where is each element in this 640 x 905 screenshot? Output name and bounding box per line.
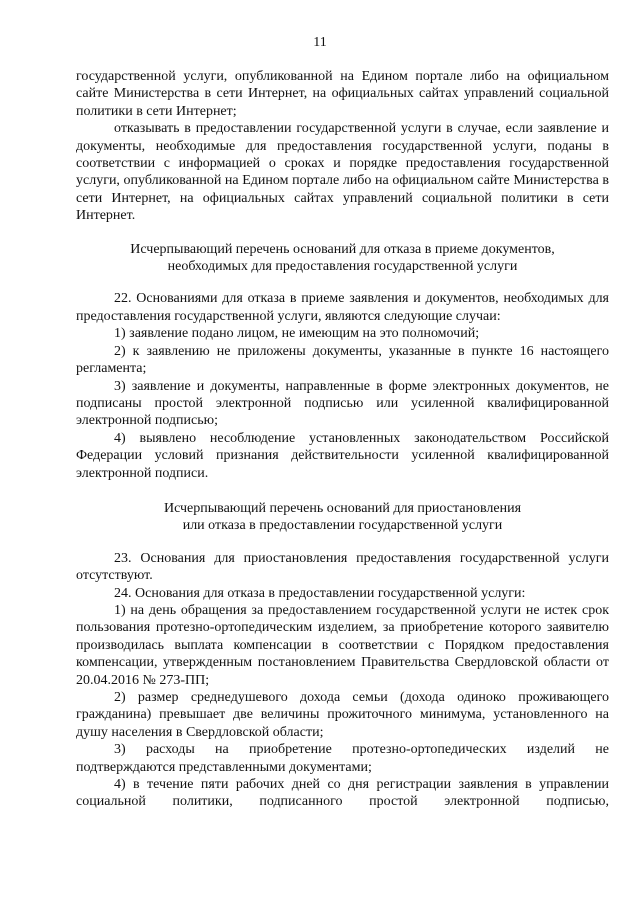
paragraph-24: 24. Основания для отказа в предоставлении государственной услуги: (114, 585, 526, 601)
list-item-22-3: 3) заявление и документы, направленные в форме электронных документов, не подписаны простой электронной подписью или усиленной квалифицированной электронной подписью; (76, 378, 609, 429)
paragraph-refuse-clause: отказывать в предоставлении государственной услуги в случае, если заявление и документы, необходимые для предоставления государственной услуги, поданы в соответствии с информацией о сроках и порядке предоставления государственной услуги, опубликованной на Едином портале либо на официальном сайте Министерства в сети Интернет, на официальных сайтах управлений социальной политики в сети Интернет. (76, 121, 609, 224)
list-item-22-1: 1) заявление подано лицом, не имеющим на это полномочий; (114, 326, 480, 342)
list-item-24-3: 3) расходы на приобретение протезно-ортопедических изделий не подтверждаются представленными документами; (76, 742, 609, 775)
paragraph-22: 22. Основаниями для отказа в приеме заявления и документов, необходимых для предоставления государственной услуги, являются следующие случаи: (76, 291, 609, 324)
paragraph-continuation: государственной услуги, опубликованной на Едином портале либо на официальном сайте Министерства в сети Интернет, на официальных сайтах управлений социальной политики в сети Интернет; (76, 69, 609, 119)
paragraph-23: 23. Основания для приостановления предоставления государственной услуги отсутствуют. (76, 550, 609, 584)
list-item-24-1: 1) на день обращения за предоставлением государственной услуги не истек срок пользования протезно-ортопедическим изделием, за приобретение которого заявителю производилась выплата компенсации в соответствии с Порядком предоставления компенсации, утвержденным постановлением Правительства Свердловской области от 20.04.2016 № 273-ПП; (76, 602, 609, 688)
section-heading-refusal-acceptance (76, 241, 609, 276)
list-item-22-2: 2) к заявлению не приложены документы, указанные в пункте 16 настоящего регламента; (76, 343, 609, 377)
list-item-22-4: 4) выявлено несоблюдение установленных законодательством Российской Федерации условий признания действительности усиленной квалифицированной электронной подписи. (76, 430, 609, 481)
heading-line-1: Исчерпывающий перечень оснований для приостановления (163, 500, 522, 516)
heading-line-2: или отказа в предоставлении государственной услуги (182, 518, 503, 534)
page-number: 11 (313, 35, 327, 50)
list-item-24-4: 4) в течение пяти рабочих дней со дня регистрации заявления в управлении социальной политики, подписанного простой электронной подписью, (76, 777, 609, 810)
document-body (76, 68, 609, 811)
heading-line-2: необходимых для предоставления государственной услуги (167, 259, 518, 275)
section-heading-suspension-refusal (76, 500, 609, 535)
list-item-24-2: 2) размер среднедушевого дохода семьи (дохода одиноко проживающего гражданина) превышает две величины прожиточного минимума, установленного на душу населения в Свердловской области; (76, 690, 609, 740)
heading-line-1: Исчерпывающий перечень оснований для отказа в приеме документов, (130, 241, 555, 257)
